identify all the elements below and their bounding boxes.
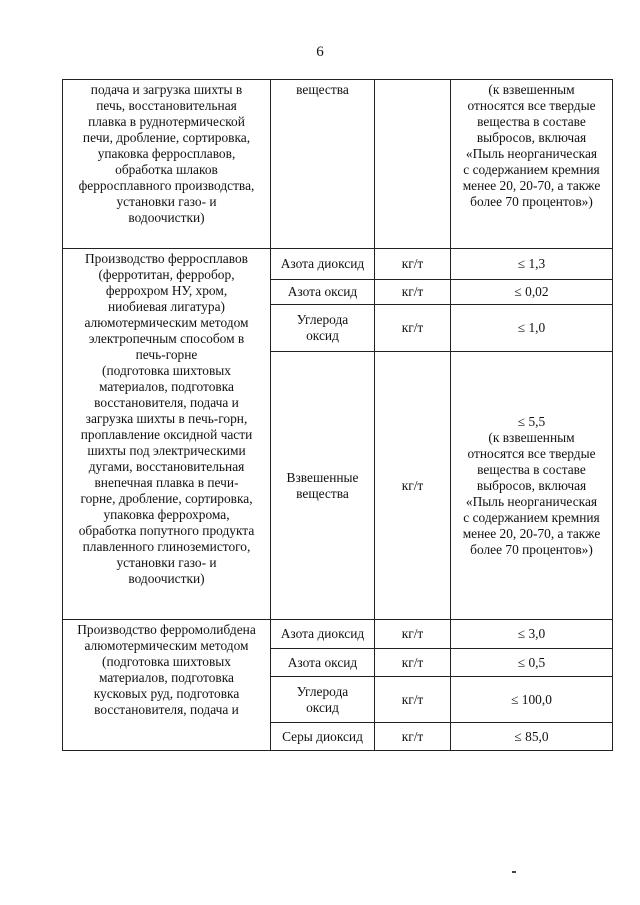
- text-line: установки газо- и: [116, 555, 217, 570]
- text-line: Серы диоксид: [282, 728, 363, 744]
- value-cell: [451, 249, 613, 280]
- text-line: Углерода: [296, 312, 349, 327]
- text-line: печи, дробление, сортировка,: [82, 130, 251, 145]
- page-number: 6: [316, 44, 324, 60]
- value-cell: [451, 723, 613, 751]
- text-line: горне, дробление, сортировка,: [80, 491, 253, 506]
- text-line: феррохром НУ, хром,: [105, 283, 228, 298]
- text-line: дугами, восстановительная: [88, 459, 245, 474]
- emission-standards-table: [62, 79, 613, 751]
- table-row-continuation: [63, 80, 613, 249]
- value-cell: [451, 620, 613, 649]
- text-line: упаковка феррохрома,: [103, 507, 230, 522]
- unit-cell: кг/т: [375, 677, 451, 723]
- text-line: алюмотермическим методом: [84, 315, 249, 330]
- substance-cell: [271, 620, 375, 649]
- scan-mark: [512, 871, 516, 873]
- text-line: Азота диоксид: [280, 626, 365, 641]
- activity-cell: [63, 80, 271, 249]
- text-line: загрузка шихты в печь-горн,: [85, 411, 248, 426]
- text-line: ≤ 1,0: [517, 320, 546, 335]
- text-line: относятся все твердые: [467, 445, 596, 461]
- text-line: менее 20, 20-70, а также: [462, 178, 601, 193]
- substance-cell: [271, 249, 375, 280]
- text-line: водоочистки): [128, 210, 205, 225]
- text-line: внепечная плавка в печи-: [94, 475, 239, 490]
- text-line: печь, восстановительная: [96, 98, 237, 113]
- text-line: (к взвешенным: [488, 429, 575, 445]
- text-line: Взвешенные: [286, 469, 359, 485]
- unit-cell: кг/т: [375, 305, 451, 352]
- unit-cell: кг/т: [375, 280, 451, 305]
- unit-cell: кг/т: [375, 352, 451, 620]
- value-cell: [451, 649, 613, 677]
- value-cell: [451, 280, 613, 305]
- text-line: ≤ 1,3: [517, 256, 546, 271]
- text-line: алюмотермическим методом: [84, 638, 249, 653]
- text-line: кусковых руд, подготовка: [93, 686, 240, 701]
- text-line: электропечным способом в: [88, 331, 245, 346]
- text-line: ферросплавного производства,: [78, 178, 255, 193]
- text-line: выбросов, включая: [476, 130, 587, 145]
- text-line: (ферротитан, ферробор,: [98, 267, 235, 282]
- text-line: плавленного глиноземистого,: [82, 539, 251, 554]
- text-line: печь-горне: [135, 347, 198, 362]
- substance-cell: вещества: [271, 80, 375, 249]
- text-line: проплавление оксидной части: [80, 427, 253, 442]
- text-line: Углерода: [296, 683, 349, 699]
- value-cell: [451, 80, 613, 249]
- value-cell: [451, 352, 613, 620]
- text-line: ниобиевая лигатура): [108, 299, 225, 314]
- substance-cell: [271, 305, 375, 352]
- text-line: обработка шлаков: [115, 162, 218, 177]
- unit-cell: [375, 80, 451, 249]
- text-line: оксид: [306, 699, 339, 715]
- value-cell: [451, 305, 613, 352]
- text-line: ≤ 100,0: [511, 691, 552, 707]
- text-line: подача и загрузка шихты в: [90, 82, 243, 97]
- text-line: ≤ 5,5: [517, 413, 546, 429]
- text-line: оксид: [306, 328, 339, 343]
- text-line: ≤ 0,02: [514, 284, 549, 299]
- text-line: восстановителя, подача и: [94, 395, 239, 410]
- substance-cell: [271, 723, 375, 751]
- substance-cell: [271, 280, 375, 305]
- activity-cell: [63, 620, 271, 751]
- text-line: вещества в составе: [477, 114, 586, 129]
- text-line: восстановителя, подача и: [94, 702, 239, 717]
- text-line: ≤ 85,0: [514, 728, 549, 744]
- text-line: Азота диоксид: [280, 256, 365, 271]
- text-line: материалов, подготовка: [99, 379, 234, 394]
- text-line: Производство ферромолибдена: [77, 622, 256, 637]
- text-line: с содержанием кремния: [463, 509, 600, 525]
- substance-cell: [271, 649, 375, 677]
- text-line: «Пыль неорганическая: [465, 493, 598, 509]
- substance-cell: [271, 352, 375, 620]
- text-line: (подготовка шихтовых: [102, 654, 231, 669]
- text-line: «Пыль неорганическая: [465, 146, 598, 161]
- table-row: [63, 620, 613, 649]
- text-line: (подготовка шихтовых: [102, 363, 231, 378]
- text-line: ≤ 3,0: [517, 626, 546, 641]
- value-cell: [451, 677, 613, 723]
- unit-cell: кг/т: [375, 620, 451, 649]
- text-line: более 70 процентов»): [470, 194, 593, 209]
- text-line: более 70 процентов»): [470, 541, 593, 557]
- activity-cell: [63, 249, 271, 620]
- text-line: (к взвешенным: [488, 82, 575, 97]
- text-line: относятся все твердые: [467, 98, 596, 113]
- text-line: установки газо- и: [116, 194, 217, 209]
- text-line: Азота оксид: [287, 284, 358, 299]
- text-line: Азота оксид: [287, 654, 358, 670]
- text-line: упаковка ферросплавов,: [97, 146, 236, 161]
- unit-cell: кг/т: [375, 649, 451, 677]
- text-line: с содержанием кремния: [463, 162, 600, 177]
- text-line: шихты под электрическими: [87, 443, 246, 458]
- substance-cell: [271, 677, 375, 723]
- text-line: плавка в руднотермической: [88, 114, 245, 129]
- text-line: менее 20, 20-70, а также: [462, 525, 601, 541]
- text-line: выбросов, включая: [476, 477, 587, 493]
- text-line: материалов, подготовка: [99, 670, 234, 685]
- text-line: вещества в составе: [477, 461, 586, 477]
- text-line: водоочистки): [128, 571, 205, 586]
- unit-cell: кг/т: [375, 723, 451, 751]
- table-row: [63, 249, 613, 280]
- text-line: ≤ 0,5: [517, 654, 546, 670]
- text-line: вещества: [296, 485, 349, 501]
- text-line: обработка попутного продукта: [78, 523, 255, 538]
- unit-cell: кг/т: [375, 249, 451, 280]
- text-line: Производство ферросплавов: [85, 251, 248, 266]
